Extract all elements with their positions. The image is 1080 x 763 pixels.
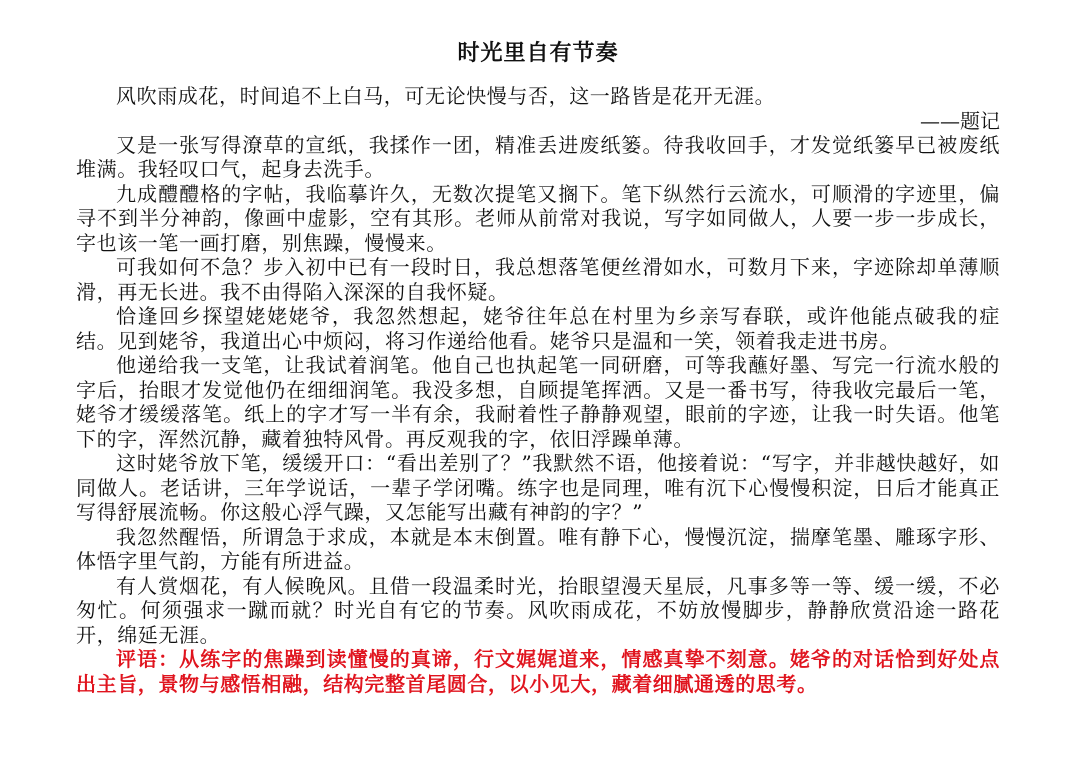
paragraph-5: 他递给我一支笔，让我试着润笔。他自己也执起笔一同研磨，可等我蘸好墨、写完一行流水般的字后，抬眼才发觉他仍在细细润笔。我没多想，自顾提笔挥洒。又是一番书写，待我收完最后一笔，姥爷才缓缓落笔。纸上的字才写一半有余，我耐着性子静静观望，眼前的字迹，让我一时失语。他笔下的字，浑然沉静，藏着独特风骨。再反观我的字，依旧浮躁单薄。 <box>76 353 1000 451</box>
paragraph-7: 我忽然醒悟，所谓急于求成，本就是本末倒置。唯有静下心，慢慢沉淀，揣摩笔墨、雕琢字形、体悟字里气韵，方能有所进益。 <box>76 524 1000 573</box>
paragraph-1: 又是一张写得潦草的宣纸，我揉作一团，精准丢进废纸篓。待我收回手，才发觉纸篓早已被废纸堆满。我轻叹口气，起身去洗手。 <box>76 132 1000 181</box>
paragraph-2: 九成醴醴格的字帖，我临摹许久，无数次提笔又搁下。笔下纵然行云流水，可顺滑的字迹里，偏寻不到半分神韵，像画中虚影，空有其形。老师从前常对我说，写字如同做人，人要一步一步成长，字也该一笔一画打磨，别焦躁，慢慢来。 <box>76 181 1000 255</box>
paragraph-4: 恰逢回乡探望姥姥姥爷，我忽然想起，姥爷往年总在村里为乡亲写春联，或许他能点破我的症结。见到姥爷，我道出心中烦闷，将习作递给他看。姥爷只是温和一笑，领着我走进书房。 <box>76 304 1000 353</box>
essay-page <box>76 38 1000 696</box>
epigraph-signature: ——题记 <box>920 108 1000 133</box>
paragraph-6: 这时姥爷放下笔，缓缓开口：“看出差别了？”我默然不语，他接着说：“写字，并非越快越好，如同做人。老话讲，三年学说话，一辈子学闭嘴。练字也是同理，唯有沉下心慢慢积淀，日后才能真正写得舒展流畅。你这般心浮气躁，又怎能写出藏有神韵的字？” <box>76 451 1000 524</box>
paragraph-8: 有人赏烟花，有人候晚风。且借一段温柔时光，抬眼望漫天星辰，凡事多等一等、缓一缓，不必匆忙。何须强求一蹴而就？时光自有它的节奏。风吹雨成花，不妨放慢脚步，静静欣赏沿途一路花开，绵延无涯。 <box>76 573 1000 647</box>
essay-title: 时光里自有节奏 <box>457 40 619 66</box>
paragraph-3: 可我如何不急？步入初中已有一段时日，我总想落笔便丝滑如水，可数月下来，字迹除却单薄顺滑，再无长进。我不由得陷入深深的自我怀疑。 <box>76 255 1000 304</box>
epigraph: 风吹雨成花，时间追不上白马，可无论快慢与否，这一路皆是花开无涯。 <box>116 84 776 108</box>
teacher-comment: 评语：从练字的焦躁到读懂慢的真谛，行文娓娓道来，情感真挚不刻意。姥爷的对话恰到好处点出主旨，景物与感悟相融，结构完整首尾圆合，以小见大，藏着细腻通透的思考。 <box>76 647 1000 696</box>
